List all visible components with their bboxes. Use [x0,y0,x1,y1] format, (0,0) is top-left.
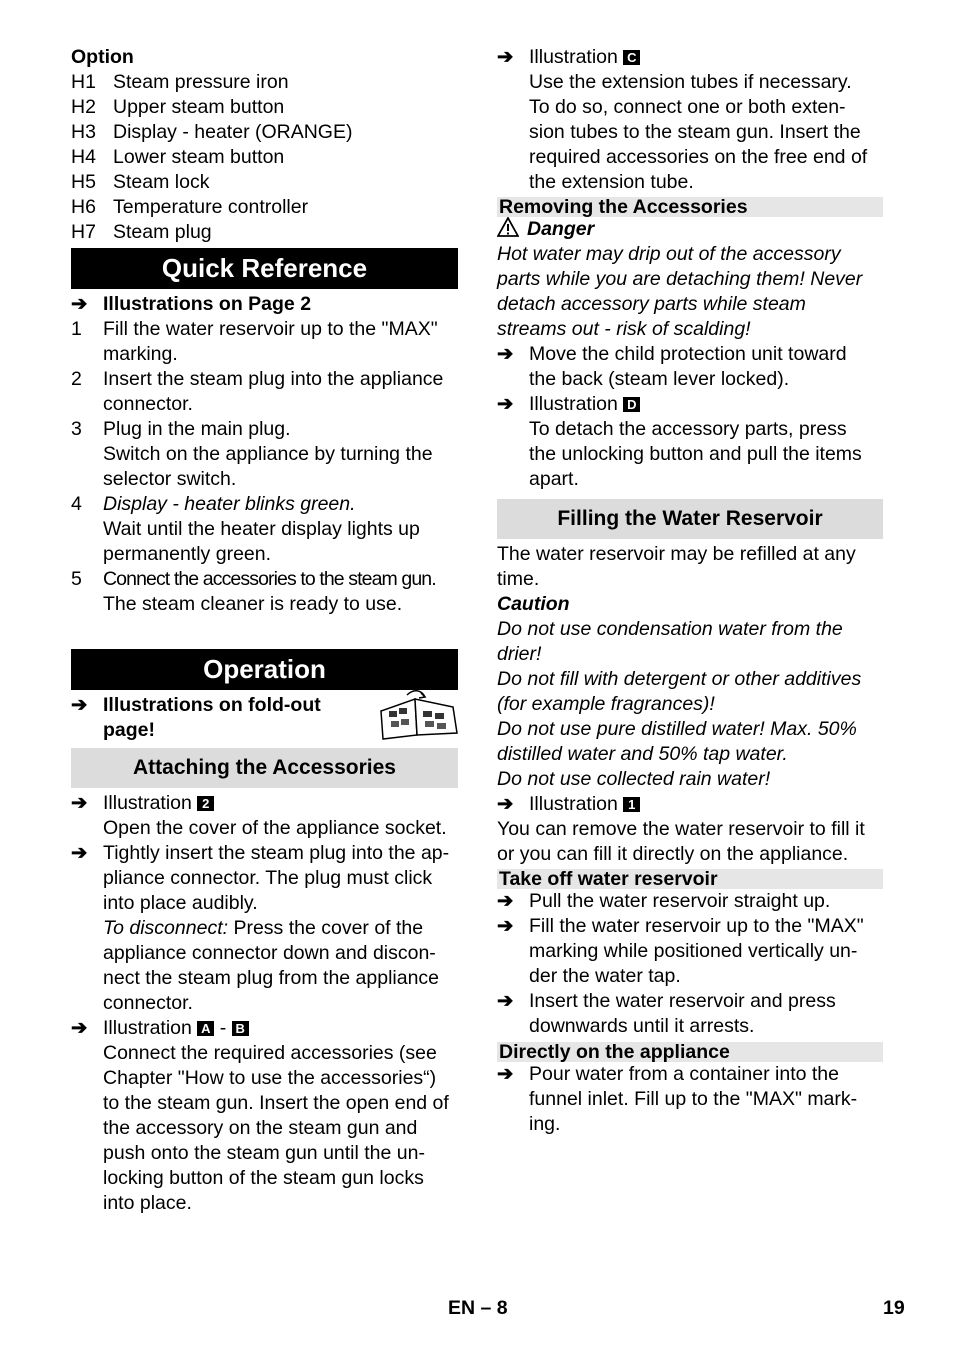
filling-intro [497,542,883,592]
arrow-right-icon: ➔ [497,393,514,415]
option-heading: Option [71,46,134,68]
text-line: drier! [497,643,542,665]
arrow-right-icon: ➔ [497,793,514,815]
fold-out-note: ➔ Illustrations on fold-out page! [71,693,458,743]
text-line: the accessory on the steam gun and [103,1117,418,1139]
take-off-step-3 [497,989,883,1039]
text-line: selector switch. [103,468,237,490]
text-line: Connect the required accessories (see [103,1042,437,1064]
arrow-right-icon: ➔ [71,792,88,814]
quick-reference-title: Quick Reference [71,248,458,289]
option-code: H5 [71,171,96,193]
removing-accessories-title: Removing the Accessories [497,197,883,217]
text-line: Connect the accessories to the steam gun. [103,568,436,590]
text-line: sion tubes to the steam gun. Insert the [529,121,861,143]
step-number: 5 [71,568,82,590]
filling-water-reservoir-title: Filling the Water Reservoir [497,499,883,539]
text-line: or you can fill it directly on the appliance. [497,843,849,865]
option-item [71,145,458,170]
text-line: parts while you are detaching them! Never [497,268,863,290]
text-line: into place. [103,1192,192,1214]
text-line: Move the child protection unit toward [529,343,847,365]
option-item [71,95,458,120]
text-line: marking while positioned vertically un- [529,940,858,962]
text-line: Chapter "How to use the accessories“) [103,1067,437,1089]
step-number: 4 [71,493,82,515]
text-line: Insert the water reservoir and press [529,990,836,1012]
option-code: H3 [71,121,96,143]
open-book-icon [377,689,459,741]
option-code: H7 [71,221,96,243]
text-line: Fill the water reservoir up to the "MAX" [103,318,438,340]
step-number: 1 [71,318,82,340]
disconnect-label: To disconnect: [103,917,229,939]
option-label: Display - heater (ORANGE) [113,121,353,143]
text-line: streams out - risk of scalding! [497,318,751,340]
attaching-accessories-title: Attaching the Accessories [71,748,458,788]
text-line: Wait until the heater display lights up [103,518,420,540]
option-label: Steam plug [113,221,212,243]
text-line: Display - heater blinks green. [103,493,356,515]
take-off-reservoir-title: Take off water reservoir [497,869,883,889]
text-line: Do not use condensation water from the [497,618,843,640]
arrow-right-icon: ➔ [497,1063,514,1085]
text-line: You can remove the water reservoir to fill it [497,818,865,840]
caution-heading: Caution [497,593,570,615]
illustration-d-step: ➔ Illustration D To detach the accessory parts, press the unlocking button and pull the items apart. [497,392,883,492]
text-line: permanently green. [103,543,272,565]
arrow-right-icon: ➔ [497,46,514,68]
text-line: Use the extension tubes if necessary. [529,71,852,93]
arrow-right-icon: ➔ [497,890,514,912]
text-line: nect the steam plug from the appliance [103,967,440,989]
illustration-box: B [232,1021,249,1036]
text-line: into place audibly. [103,892,258,914]
text-line: Do not use pure distilled water! Max. 50% [497,718,857,740]
illustration-box: D [623,397,640,412]
quick-step [71,317,458,367]
illustration-box: A [197,1021,214,1036]
text-line: distilled water and 50% tap water. [497,743,788,765]
illustration-box: 1 [623,797,640,812]
text-line: Pour water from a container into the [529,1063,839,1085]
text-line: required accessories on the free end of [529,146,868,168]
option-list [71,70,458,245]
text-line: locking button of the steam gun locks [103,1167,424,1189]
option-code: H1 [71,71,96,93]
take-off-step-2 [497,914,883,989]
quick-step [71,417,458,492]
text-line: Fill the water reservoir up to the "MAX" [529,915,864,937]
illustration-1-step: ➔ Illustration 1 [497,792,883,817]
attach-step-2: ➔ Tightly insert the steam plug into the ap- pliance connector. The plug must click into place audibly. To disconnect: Press the cover of the appliance connector down and discon- nect the steam plug from the appliance connector. [71,841,458,1016]
remove-step-1 [497,342,883,392]
illustration-c-step: ➔ Illustration C Use the extension tubes if necessary. To do so, connect one or both exten- sion tubes to the steam gun. Insert the required accessories on the free end of the extension tube. [497,45,883,195]
text-line: detach accessory parts while steam [497,293,806,315]
page-label: EN – 8 [448,1297,508,1319]
right-column [497,45,883,1137]
quick-reference-steps [71,317,458,617]
left-column [71,45,458,1216]
quick-step [71,367,458,417]
take-off-step-1 [497,889,883,914]
text-line: to the steam gun. Insert the open end of [103,1092,449,1114]
danger-text [497,242,883,342]
arrow-right-icon: ➔ [71,842,88,864]
option-item [71,195,458,220]
text-line: appliance connector down and discon- [103,942,436,964]
text-line: Tightly insert the steam plug into the ap- [103,842,450,864]
quick-step [71,567,458,617]
step-number: 2 [71,368,82,390]
option-label: Lower steam button [113,146,285,168]
illustration-box: C [623,50,640,65]
option-item [71,120,458,145]
illustrations-note: ➔ Illustrations on Page 2 [71,293,312,315]
text-line: apart. [529,468,579,490]
attach-step-3: ➔ Illustration A - B Connect the required accessories (see Chapter "How to use the accessories“) to the steam gun. Insert the open end of the accessory on the steam gun and push onto the steam gun until the un- locking button of the steam gun locks into place. [71,1016,458,1216]
text-line: connector. [103,393,193,415]
illustration-box: 2 [197,796,214,811]
text-line: marking. [103,343,178,365]
option-code: H6 [71,196,96,218]
arrow-right-icon: ➔ [497,915,514,937]
text-line: Do not use collected rain water! [497,768,771,790]
option-label: Upper steam button [113,96,285,118]
arrow-right-icon: ➔ [71,1017,88,1039]
danger-heading: Danger [497,217,883,242]
directly-step-1 [497,1062,883,1137]
option-code: H2 [71,96,96,118]
text-line: To detach the accessory parts, press [529,418,847,440]
option-label: Steam pressure iron [113,71,289,93]
text-line: To do so, connect one or both exten- [529,96,846,118]
text-line: downwards until it arrests. [529,1015,755,1037]
text-line: (for example fragrances)! [497,693,715,715]
arrow-right-icon: ➔ [71,694,88,716]
text-line: the unlocking button and pull the items [529,443,862,465]
attach-step-1: ➔ Illustration 2 Open the cover of the appliance socket. [71,791,458,841]
text-line: Plug in the main plug. [103,418,291,440]
text-line: The water reservoir may be refilled at any [497,543,856,565]
text-line: the back (steam lever locked). [529,368,790,390]
text-line: Do not fill with detergent or other additives [497,668,862,690]
reservoir-options-text [497,817,883,867]
text-line: Open the cover of the appliance socket. [103,817,447,839]
text-line: Insert the steam plug into the appliance [103,368,444,390]
warning-triangle-icon [497,217,519,237]
option-label: Temperature controller [113,196,309,218]
option-label: Steam lock [113,171,210,193]
text-line: Pull the water reservoir straight up. [529,890,831,912]
option-code: H4 [71,146,96,168]
page-number: 19 [883,1297,905,1319]
arrow-right-icon: ➔ [497,343,514,365]
operation-title: Operation [71,649,458,690]
text-line: Switch on the appliance by turning the [103,443,433,465]
option-item [71,220,458,245]
text-line: the extension tube. [529,171,694,193]
text-line: connector. [103,992,193,1014]
text-line: der the water tap. [529,965,681,987]
option-item [71,170,458,195]
text-line: The steam cleaner is ready to use. [103,593,403,615]
step-number: 3 [71,418,82,440]
text-line: Hot water may drip out of the accessory [497,243,841,265]
quick-step [71,492,458,567]
caution-text [497,617,883,792]
arrow-right-icon: ➔ [497,990,514,1012]
text-line: ing. [529,1113,561,1135]
option-item [71,70,458,95]
directly-on-appliance-title: Directly on the appliance [497,1042,883,1062]
text-line: pliance connector. The plug must click [103,867,433,889]
text-line: funnel inlet. Fill up to the "MAX" mark- [529,1088,858,1110]
text-line: time. [497,568,540,590]
text-line: push onto the steam gun until the un- [103,1142,425,1164]
arrow-right-icon: ➔ [71,293,88,315]
